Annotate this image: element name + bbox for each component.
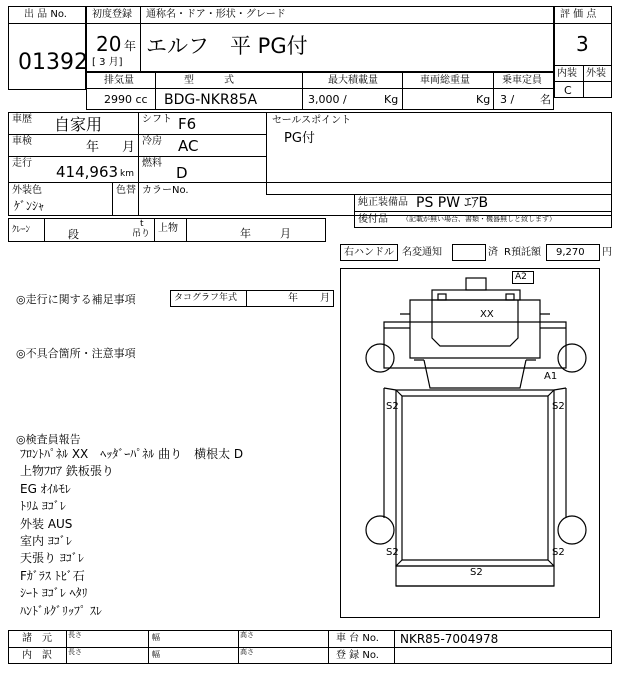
history-label: 車歴: [12, 114, 32, 125]
mileage-value: 414,963: [56, 163, 119, 181]
history-value: 自家用: [54, 115, 103, 134]
mark-a1: A1: [544, 371, 558, 382]
capacity-label: 乗車定員: [502, 75, 542, 86]
mark-s2-left-bottom: S2: [386, 547, 399, 558]
inspector-line: Fｶﾞﾗｽ ﾄﾋﾞ石: [20, 568, 85, 583]
sales-point-label: セールスポイント: [272, 115, 352, 126]
inspector-line: ﾌﾛﾝﾄﾊﾟﾈﾙ XX ﾍｯﾀﾞｰﾊﾟﾈﾙ 曲り 横根太 D: [20, 447, 244, 461]
interior-score: C: [564, 84, 572, 97]
lot-no-value: 01392: [18, 50, 88, 75]
shift-value: F6: [178, 115, 197, 133]
mark-xx: XX: [480, 309, 494, 320]
mark-s2-right-top: S2: [552, 401, 565, 412]
lot-no-label: 出 品 No.: [24, 9, 67, 20]
max-load-unit: Kg: [384, 93, 399, 106]
inspector-line: ｼｰﾄ ﾖｺﾞﾚ ﾍﾀﾘ: [20, 586, 88, 601]
title-label: 通称名・ドア・形状・グレード: [146, 9, 286, 20]
inspection-label: 車検: [12, 136, 32, 147]
length-label-2: 長さ: [68, 648, 82, 656]
color-no-label: カラーNo.: [142, 185, 189, 196]
inspector-line: ﾄﾘﾑ ﾖｺﾞﾚ: [20, 499, 66, 514]
gross-label: 車両総重量: [420, 75, 470, 86]
mark-s2-bottom: S2: [470, 567, 483, 578]
width-label: 幅: [152, 633, 160, 642]
mark-s2-left-top: S2: [386, 401, 399, 412]
inspection-month: 月: [122, 140, 136, 155]
driving-notes-title: ◎走行に関する補足事項: [16, 293, 136, 306]
fuel-label: 燃料: [142, 158, 162, 169]
ac-label: 冷房: [142, 136, 162, 147]
length-label: 長さ: [68, 631, 82, 639]
capacity-unit: 名: [540, 93, 551, 106]
contents-label: 内 訳: [22, 650, 52, 661]
recycle-label: 済: [488, 247, 498, 258]
change-notice-label: 名変通知: [402, 247, 442, 258]
displacement-value: 2990 cc: [104, 93, 148, 106]
equipment-value: PS PW ｴｱB: [416, 195, 489, 211]
loading-month: 月: [280, 227, 291, 240]
sales-point-value: PG付: [284, 131, 315, 146]
recycle-fee-value: 9,270: [556, 247, 585, 258]
loading-label: 上物: [158, 223, 178, 234]
inspector-line: ﾊﾝﾄﾞﾙｸﾞﾘｯﾌﾟ ｽﾚ: [20, 603, 102, 618]
tacho-year: 年: [288, 293, 298, 304]
width-label-2: 幅: [152, 650, 160, 659]
model-code: BDG-NKR85A: [164, 92, 258, 108]
inspector-title: ◎検査員報告: [16, 433, 81, 446]
first-reg-label: 初度登録: [92, 9, 132, 20]
displacement-label: 排気量: [104, 75, 134, 86]
max-load-label: 最大積載量: [328, 75, 378, 86]
inspector-line: EG ｵｲﾙﾓﾚ: [20, 481, 71, 496]
ac-value: AC: [178, 137, 199, 155]
steering-value: 右ハンドル: [344, 247, 394, 258]
crane-hang: 吊り: [132, 229, 151, 239]
recycle-fee-label: R預託額: [504, 247, 541, 258]
fuel-value: D: [176, 164, 188, 182]
exterior-color-value: ｹﾞﾝｼｬ: [14, 199, 45, 213]
height-label: 高さ: [240, 631, 254, 639]
aftermarket-label: 後付品: [358, 214, 388, 225]
change-notice-box: [452, 244, 486, 261]
tacho-label: タコグラフ年式: [174, 293, 238, 303]
score-label: 評 価 点: [560, 9, 597, 20]
exterior-color-label: 外装色: [12, 185, 42, 196]
interior-label: 内装: [557, 68, 577, 79]
chassis-label: 車 台 No.: [336, 633, 379, 644]
defects-title: ◎不具合箇所・注意事項: [16, 347, 136, 360]
inspector-line: 外装 AUS: [20, 516, 73, 531]
model-label: 型 式: [184, 75, 234, 86]
tacho-month: 月: [320, 293, 330, 304]
equipment-label: 純正装備品: [358, 197, 408, 208]
inspection-year: 年: [86, 140, 100, 155]
inspector-line: 天張り ﾖｺﾞﾚ: [20, 551, 84, 566]
score-value: 3: [576, 32, 589, 56]
mileage-unit: km: [120, 169, 134, 179]
gross-unit: Kg: [476, 93, 491, 106]
crane-label: ｸﾚｰﾝ: [12, 225, 31, 235]
aftermarket-note: （記載が無い場合、書類・機器無しと致します）: [402, 215, 556, 223]
yen-label: 円: [602, 247, 612, 258]
reg-label: 登 録 No.: [336, 650, 379, 661]
exterior-label: 外装: [586, 68, 606, 79]
color-change-label: 色替: [116, 185, 136, 196]
month-value: [ 3 月]: [92, 57, 123, 68]
crane-t: t: [140, 219, 144, 229]
capacity-value: 3 /: [500, 93, 515, 106]
mark-s2-right-bottom: S2: [552, 547, 565, 558]
crane-stage: 段: [68, 228, 79, 241]
mark-a2: A2: [515, 272, 527, 282]
height-label-2: 高さ: [240, 648, 254, 656]
year-value: 20: [96, 32, 122, 56]
inspector-line: 室内 ﾖｺﾞﾚ: [20, 534, 72, 548]
loading-year: 年: [240, 227, 251, 240]
model-name: エルフ 平 PG付: [146, 34, 308, 58]
mileage-label: 走行: [12, 158, 32, 169]
max-load-value: 3,000 /: [308, 93, 347, 106]
inspector-line: 上物ﾌﾛｱ 鉄板張り: [20, 464, 114, 479]
year-unit: 年: [124, 39, 137, 53]
truck-outline: [340, 268, 600, 618]
dims-label: 諸 元: [22, 633, 52, 644]
chassis-value: NKR85-7004978: [400, 632, 499, 646]
shift-label: シフト: [142, 114, 172, 125]
